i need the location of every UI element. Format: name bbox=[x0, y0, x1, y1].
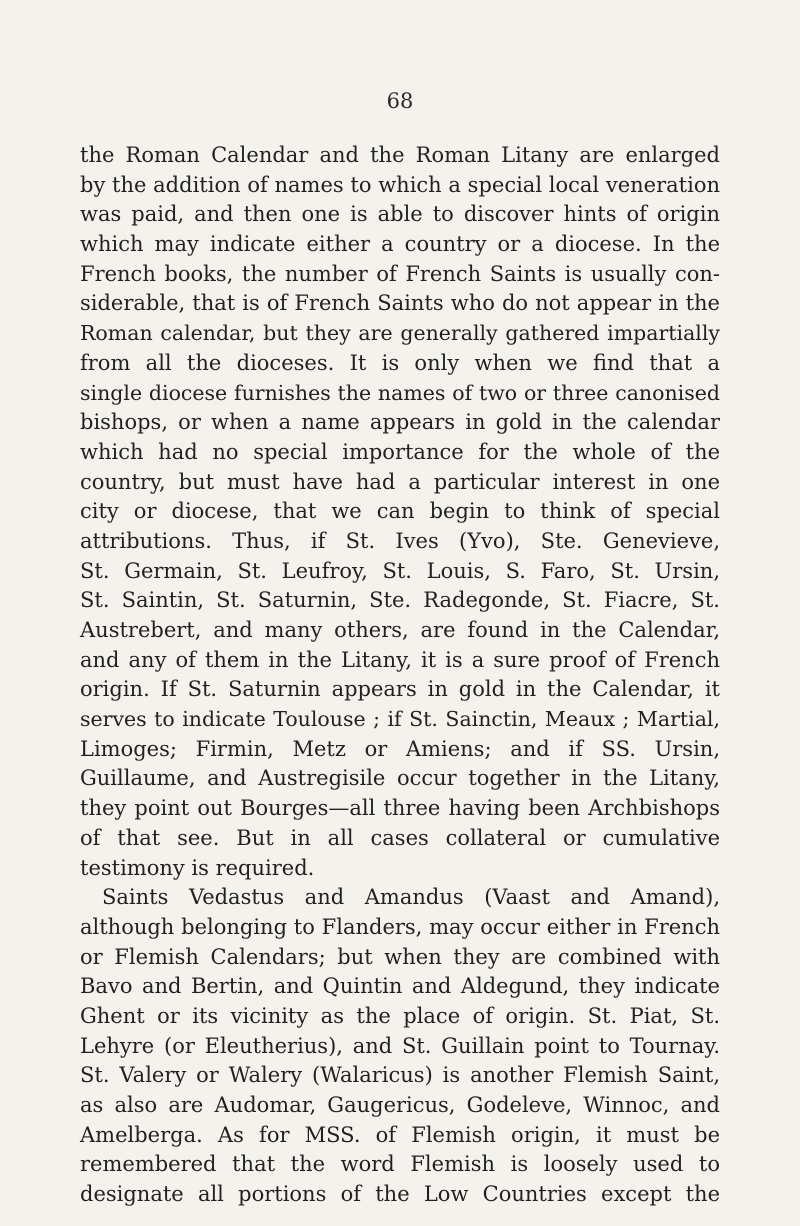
text-line: Amelberga. As for MSS. of Flemish origin, it must be bbox=[80, 1122, 720, 1147]
text-line: Bavo and Bertin, and Quintin and Aldegund, they indicate bbox=[80, 974, 720, 999]
text-line: designate all portions of the Low Countries except the bbox=[80, 1182, 720, 1207]
text-line: although belonging to Flanders, may occur either in French bbox=[80, 914, 720, 939]
text-line: Guillaume, and Austregisile occur together in the Litany, bbox=[80, 766, 720, 791]
text-line: of that see. But in all cases collateral or cumulative bbox=[80, 825, 720, 850]
text-line: attributions. Thus, if St. Ives (Yvo), Ste. Genevieve, bbox=[80, 528, 720, 553]
text-line: was paid, and then one is able to discover hints of origin bbox=[80, 202, 720, 227]
text-line: city or diocese, that we can begin to think of special bbox=[80, 499, 720, 524]
text-line: siderable, that is of French Saints who do not appear in the bbox=[80, 291, 720, 316]
text-line: they point out Bourges—all three having been Archbishops bbox=[80, 796, 720, 821]
text-line: from all the dioceses. It is only when we find that a bbox=[80, 350, 720, 375]
text-line: serves to indicate Toulouse ; if St. Sainctin, Meaux ; Martial, bbox=[80, 707, 720, 732]
text-line: by the addition of names to which a special local veneration bbox=[80, 172, 720, 197]
text-line: as also are Audomar, Gaugericus, Godeleve, Winnoc, and bbox=[80, 1093, 720, 1117]
text-line: and any of them in the Litany, it is a sure proof of French bbox=[80, 647, 720, 672]
body-text bbox=[80, 141, 720, 1210]
text-line: St. Valery or Walery (Walaricus) is another Flemish Saint, bbox=[80, 1063, 720, 1088]
text-line: French books, the number of French Saints is usually con- bbox=[80, 261, 720, 286]
text-line: St. Germain, St. Leufroy, St. Louis, S. Faro, St. Ursin, bbox=[80, 558, 720, 583]
text-line: Ghent or its vicinity as the place of origin. St. Piat, St. bbox=[80, 1003, 720, 1028]
text-line: single diocese furnishes the names of two or three canonised bbox=[80, 380, 720, 405]
text-line: testimony is required. bbox=[80, 855, 315, 880]
page-number: 68 bbox=[386, 89, 414, 113]
text-line: Saints Vedastus and Amandus (Vaast and Amand), bbox=[102, 885, 720, 910]
text-line: remembered that the word Flemish is loosely used to bbox=[80, 1152, 720, 1177]
text-line: which may indicate either a country or a diocese. In the bbox=[80, 232, 720, 257]
text-line: origin. If St. Saturnin appears in gold in the Calendar, it bbox=[80, 677, 720, 702]
text-line: Austrebert, and many others, are found in the Calendar, bbox=[80, 618, 720, 642]
text-line: Lehyre (or Eleutherius), and St. Guillain point to Tournay. bbox=[80, 1033, 720, 1058]
text-line: Limoges; Firmin, Metz or Amiens; and if SS. Ursin, bbox=[80, 736, 720, 761]
text-line: country, but must have had a particular interest in one bbox=[80, 469, 720, 494]
text-line: bishops, or when a name appears in gold in the calendar bbox=[80, 410, 720, 435]
text-line: which had no special importance for the whole of the bbox=[80, 439, 720, 464]
text-line: or Flemish Calendars; but when they are combined with bbox=[80, 944, 720, 969]
text-line: the Roman Calendar and the Roman Litany are enlarged bbox=[80, 143, 720, 167]
text-line: St. Saintin, St. Saturnin, Ste. Radegonde, St. Fiacre, St. bbox=[80, 588, 720, 613]
text-line: Roman calendar, but they are generally gathered impartially bbox=[80, 321, 720, 346]
